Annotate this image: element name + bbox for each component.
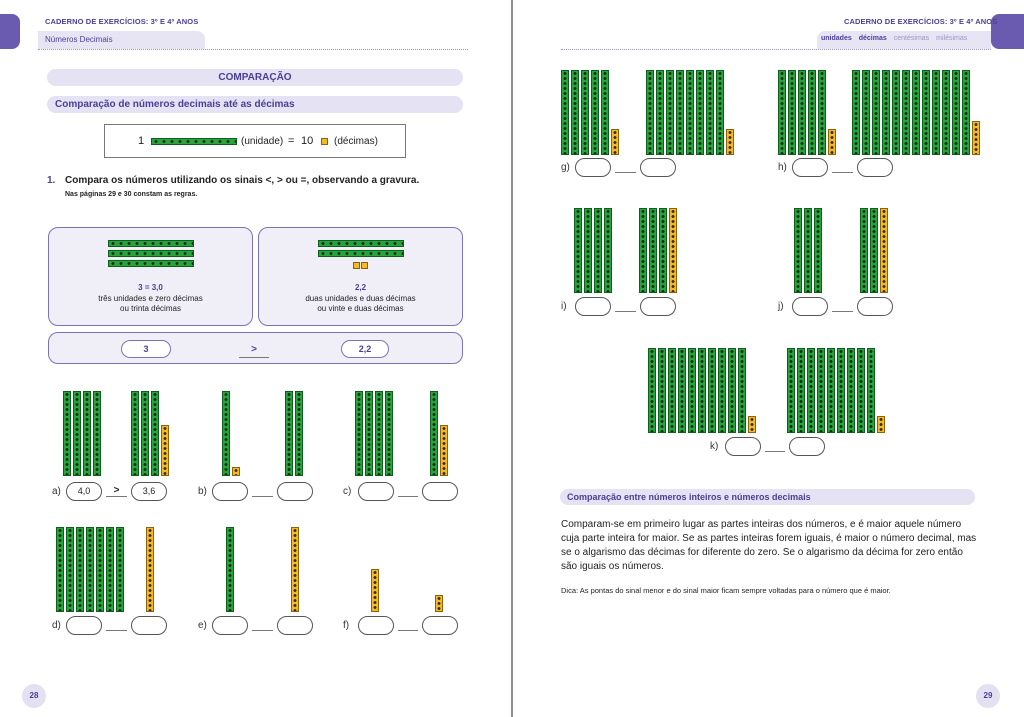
unit-column: [857, 348, 865, 433]
unit-column: [794, 208, 802, 293]
unit-column: [93, 391, 101, 476]
nav-decimas[interactable]: décimas: [858, 35, 887, 42]
section-title: COMPARAÇÃO: [47, 69, 463, 86]
item-label: i): [561, 301, 567, 312]
answer-left-field[interactable]: [66, 616, 102, 635]
item-label: g): [561, 162, 570, 173]
legend-ten: 10: [301, 135, 314, 147]
unit-bar-icon: [108, 250, 194, 257]
answer-left-field[interactable]: [358, 616, 394, 635]
unit-column: [912, 70, 920, 155]
tenth-cube-stack: [440, 425, 448, 476]
unit-column: [56, 527, 64, 612]
item-label: e): [198, 620, 207, 631]
left-page: [0, 0, 511, 717]
legend-one: 1: [138, 135, 145, 147]
legend-equals: =: [288, 135, 295, 147]
tenth-cube-icon: [361, 262, 368, 269]
unit-column: [676, 70, 684, 155]
unit-column: [574, 208, 582, 293]
tenth-cube-stack: [726, 129, 734, 155]
unit-column: [648, 348, 656, 433]
unit-column: [852, 70, 860, 155]
answer-left-field[interactable]: [575, 158, 611, 177]
unit-column: [571, 70, 579, 155]
item-label: k): [710, 441, 719, 452]
tenth-cube-stack: [161, 425, 169, 476]
header-divider: [38, 49, 468, 50]
exercise-prompt: Compara os números utilizando os sinais <, > ou =, observando a gravura.: [65, 175, 420, 186]
unit-column: [581, 70, 589, 155]
legend-tenths: (décimas): [334, 136, 378, 147]
tenth-cube-stack: [669, 208, 677, 293]
item-label: b): [198, 486, 207, 497]
unit-column: [375, 391, 383, 476]
unit-column: [222, 391, 230, 476]
unit-column: [131, 391, 139, 476]
tenth-cube-stack: [880, 208, 888, 293]
answer-left-field[interactable]: [358, 482, 394, 501]
example-a-box: [48, 227, 253, 326]
right-page: [513, 0, 1024, 717]
unit-column: [708, 348, 716, 433]
example-a-value: 3 = 3,0: [138, 283, 163, 292]
unit-column: [659, 208, 667, 293]
example-answer-sign: >: [251, 344, 257, 355]
unit-column: [872, 70, 880, 155]
sign-line: [239, 357, 269, 358]
answer-left-field[interactable]: [792, 297, 828, 316]
sign-line: [252, 630, 273, 631]
answer-left-field[interactable]: 4,0: [66, 482, 102, 501]
unit-column: [604, 208, 612, 293]
unit-column: [106, 527, 114, 612]
unit-column: [385, 391, 393, 476]
unit-column: [738, 348, 746, 433]
tip-text: Dica: As pontas do sinal menor e do sinal maior ficam sempre voltadas para o número que é maior.: [561, 586, 891, 595]
tenth-cube-stack: [371, 569, 379, 612]
answer-left-field[interactable]: [792, 158, 828, 177]
unit-column: [66, 527, 74, 612]
unit-column: [678, 348, 686, 433]
unit-column: [706, 70, 714, 155]
unit-column: [728, 348, 736, 433]
subsection-title: Comparação de números decimais até as décimas: [47, 96, 463, 113]
exercise-number: 1.: [47, 175, 56, 186]
example-b-desc1: duas unidades e duas décimas: [305, 294, 416, 303]
unit-column: [716, 70, 724, 155]
unit-column: [837, 348, 845, 433]
answer-sign-field[interactable]: >: [113, 485, 120, 496]
sign-line: [252, 496, 273, 497]
unit-column: [601, 70, 609, 155]
example-answer-box: [48, 332, 463, 364]
unit-column: [817, 348, 825, 433]
unit-column: [649, 208, 657, 293]
header-tab: [0, 14, 20, 49]
unit-column: [668, 348, 676, 433]
answer-right-field[interactable]: [789, 437, 825, 456]
unit-column: [584, 208, 592, 293]
unit-column: [141, 391, 149, 476]
item-label: c): [343, 486, 352, 497]
unit-column: [798, 70, 806, 155]
unit-column: [355, 391, 363, 476]
unit-bar-icon: [318, 240, 404, 247]
unit-column: [870, 208, 878, 293]
tenth-cube-icon: [353, 262, 360, 269]
nav-milesimas[interactable]: milésimas: [936, 35, 968, 42]
tenth-cube-stack: [291, 527, 299, 612]
unit-column: [285, 391, 293, 476]
tenth-cube-stack: [435, 595, 443, 612]
unit-column: [594, 208, 602, 293]
example-answer-right: 2,2: [341, 340, 389, 358]
unit-column: [430, 391, 438, 476]
answer-right-field[interactable]: [277, 616, 313, 635]
tenth-cube-stack: [748, 416, 756, 433]
unit-column: [365, 391, 373, 476]
unit-column: [787, 348, 795, 433]
unit-column: [788, 70, 796, 155]
unit-column: [83, 391, 91, 476]
answer-left-field[interactable]: [212, 616, 248, 635]
answer-right-field[interactable]: [422, 616, 458, 635]
example-b-value: 2,2: [354, 283, 367, 292]
page-number-right: 29: [976, 684, 1000, 708]
header-title: CADERNO DE EXERCÍCIOS: 3º E 4º ANOS: [45, 17, 199, 26]
tenth-cube-stack: [877, 416, 885, 433]
example-a-desc2: ou trinta décimas: [120, 304, 181, 313]
sign-line: [106, 496, 127, 497]
tenth-cube-stack: [146, 527, 154, 612]
sign-line: [832, 311, 853, 312]
answer-right-field[interactable]: [857, 158, 893, 177]
item-label: h): [778, 162, 787, 173]
unit-bar-icon: [108, 260, 194, 267]
unit-column: [151, 391, 159, 476]
exercise-note: Nas páginas 29 e 30 constam as regras.: [65, 191, 198, 198]
sign-line: [615, 311, 636, 312]
answer-right-field[interactable]: [857, 297, 893, 316]
unit-column: [827, 348, 835, 433]
unit-column: [952, 70, 960, 155]
unit-column: [942, 70, 950, 155]
unit-column: [639, 208, 647, 293]
legend-box: [104, 124, 406, 158]
unit-bar-icon: [108, 240, 194, 247]
header-divider: [561, 49, 991, 50]
unit-column: [86, 527, 94, 612]
unit-column: [63, 391, 71, 476]
nav-unidades[interactable]: unidades: [821, 35, 852, 42]
unit-bar-icon: [151, 138, 237, 145]
example-b-desc2: ou vinte e duas décimas: [317, 304, 404, 313]
answer-right-field[interactable]: [131, 616, 167, 635]
unit-column: [882, 70, 890, 155]
unit-column: [561, 70, 569, 155]
unit-column: [591, 70, 599, 155]
sign-line: [615, 172, 636, 173]
unit-column: [778, 70, 786, 155]
unit-column: [295, 391, 303, 476]
answer-left-field[interactable]: [212, 482, 248, 501]
section2-title: Comparação entre números inteiros e números decimais: [560, 489, 975, 505]
sign-line: [106, 630, 127, 631]
tenth-cube-stack: [611, 129, 619, 155]
unit-column: [847, 348, 855, 433]
example-b-box: [258, 227, 463, 326]
rule-paragraph: Comparam-se em primeiro lugar as partes inteiras dos números, e é maior aquele número cuja parte inteira for maior. Se as partes inteiras forem iguais, é maior o número decimal, mas se o algarismo das décimas for diferente do zero. Se o algarismo da décima for zero então são iguais os números.: [561, 519, 977, 572]
unit-column: [226, 527, 234, 612]
item-label: a): [52, 486, 61, 497]
unit-column: [804, 208, 812, 293]
unit-column: [902, 70, 910, 155]
unit-column: [807, 348, 815, 433]
unit-column: [818, 70, 826, 155]
unit-column: [860, 208, 868, 293]
unit-column: [922, 70, 930, 155]
unit-column: [814, 208, 822, 293]
unit-column: [932, 70, 940, 155]
unit-column: [646, 70, 654, 155]
unit-column: [658, 348, 666, 433]
unit-column: [698, 348, 706, 433]
unit-column: [808, 70, 816, 155]
sign-line: [832, 172, 853, 173]
unit-column: [686, 70, 694, 155]
answer-right-field[interactable]: [422, 482, 458, 501]
unit-column: [73, 391, 81, 476]
answer-right-field[interactable]: [277, 482, 313, 501]
unit-column: [797, 348, 805, 433]
sign-line: [765, 451, 785, 452]
unit-column: [696, 70, 704, 155]
sign-line: [398, 630, 418, 631]
unit-column: [892, 70, 900, 155]
answer-right-field[interactable]: 3,6: [131, 482, 167, 501]
unit-column: [116, 527, 124, 612]
nav-centesimas[interactable]: centésimas: [893, 35, 930, 42]
unit-column: [666, 70, 674, 155]
example-a-desc1: três unidades e zero décimas: [98, 294, 203, 303]
answer-left-field[interactable]: [575, 297, 611, 316]
header-title-right: CADERNO DE EXERCÍCIOS: 3º E 4º ANOS: [844, 17, 998, 26]
unit-column: [76, 527, 84, 612]
legend-unit: (unidade): [241, 136, 284, 147]
header-nav: [817, 31, 991, 49]
unit-column: [867, 348, 875, 433]
answer-left-field[interactable]: [725, 437, 761, 456]
sign-line: [398, 496, 418, 497]
item-label: j): [778, 301, 784, 312]
unit-bar-icon: [318, 250, 404, 257]
tenth-cube-stack: [972, 121, 980, 155]
unit-column: [862, 70, 870, 155]
answer-right-field[interactable]: [640, 158, 676, 177]
tenth-cube-stack: [828, 129, 836, 155]
tenth-cube-icon: [321, 138, 328, 145]
header-subtitle: Números Decimais: [38, 31, 205, 49]
item-label: d): [52, 620, 61, 631]
unit-column: [688, 348, 696, 433]
answer-right-field[interactable]: [640, 297, 676, 316]
page-number-left: 28: [22, 684, 46, 708]
unit-column: [656, 70, 664, 155]
unit-column: [962, 70, 970, 155]
tenth-cube-stack: [232, 467, 240, 476]
item-label: f): [343, 620, 350, 631]
example-answer-left: 3: [121, 340, 171, 358]
unit-column: [96, 527, 104, 612]
unit-column: [718, 348, 726, 433]
